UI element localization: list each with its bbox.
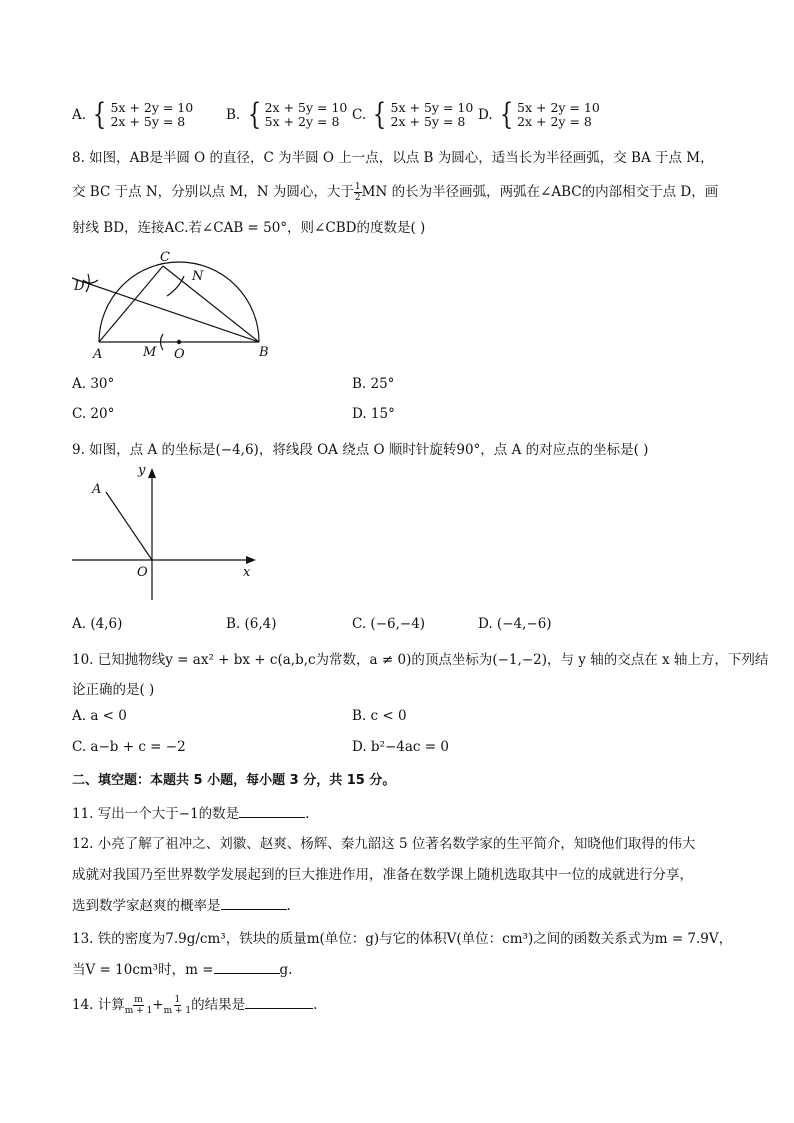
q8-line-2: 交 BC 于点 N，分别以点 M，N 为圆心，大于 $\frac{1}{2}$ MN 的长为半径画弧，两弧在∠ABC的内部相交于点 D，画: [72, 182, 719, 203]
y-axis-arrow-icon: [148, 468, 156, 478]
label-a: A: [93, 347, 103, 362]
q10-line-1: 10. 已知抛物线y = ax² + bx + c(a,b,c为常数，a ≠ 0)的顶点坐标为(−1,−2)，与 y 轴的交点在 x 轴上方，下列结: [72, 652, 769, 668]
segment-oa: [106, 492, 152, 560]
label-o: O: [137, 565, 148, 580]
label-m: M: [143, 345, 157, 360]
brace-icon: {: [93, 97, 107, 132]
brace-icon: {: [373, 97, 387, 132]
fraction-1-over-m-plus-1: $\frac{1}{m + 1}$: [163, 995, 192, 1016]
q9-stem: 9. 如图，点 A 的坐标是(−4,6)，将线段 OA 绕点 O 顺时针旋转90°，点 A 的对应点的坐标是( ): [72, 442, 649, 458]
q7-option-d: D. { 5x + 2y = 10 2x + 2y = 8: [478, 97, 600, 132]
center-point-o: [177, 340, 181, 344]
q10-line-2: 论正确的是( ): [72, 682, 155, 698]
semicircle-arc: [99, 262, 259, 342]
answer-blank[interactable]: [221, 897, 287, 910]
q12-line-1: 12. 小亮了解了祖冲之、刘徽、赵爽、杨辉、秦九韶这 5 位著名数学家的生平简介，知晓他们取得的伟大: [72, 836, 696, 852]
section-2-heading: 二、填空题：本题共 5 小题，每小题 3 分，共 15 分。: [72, 773, 396, 788]
q8-option-d: D. 15°: [352, 406, 395, 422]
arc-mark-n: [167, 276, 184, 296]
fraction-half: $\frac{1}{2}$: [354, 182, 361, 203]
q10-option-a: A. a < 0: [72, 708, 127, 724]
q9-option-a: A. (4,6): [72, 616, 123, 632]
q8-semicircle-figure: [66, 246, 286, 364]
q7-option-c: C. { 5x + 5y = 10 2x + 5y = 8: [352, 97, 474, 132]
label-o: O: [174, 347, 185, 362]
q10-option-d: D. b²−4ac = 0: [352, 739, 449, 755]
q10-option-c: C. a−b + c = −2: [72, 739, 186, 755]
answer-blank[interactable]: [214, 961, 280, 974]
label-d: D: [74, 279, 85, 294]
q11: 11. 写出一个大于−1的数是 .: [72, 806, 310, 822]
answer-blank[interactable]: [239, 805, 305, 818]
q9-option-b: B. (6,4): [226, 616, 277, 632]
label-a: A: [92, 482, 102, 497]
q14: 14. 计算 $\frac{m}{m + 1}$ + $\frac{1}{m + 1}$ 的结果是 .: [72, 995, 318, 1016]
q12-line-2: 成就对我国乃至世界数学发展起到的巨大推进作用，准备在数学课上随机选取其中一位的成就进行分享，: [72, 867, 693, 883]
q7-option-b: B. { 2x + 5y = 10 5x + 2y = 8: [226, 97, 348, 132]
label-c: C: [160, 250, 170, 265]
q8-line-3: 射线 BD，连接AC.若∠CAB = 50°，则∠CBD的度数是( ): [72, 220, 426, 236]
label-x: x: [243, 565, 251, 580]
q9-option-c: C. (−6,−4): [352, 616, 426, 632]
label-n: N: [192, 269, 204, 284]
label-b: B: [259, 345, 269, 360]
fraction-m-over-m-plus-1: $\frac{m}{m + 1}$: [124, 995, 153, 1016]
q8-option-a: A. 30°: [72, 376, 115, 392]
label-y: y: [138, 463, 146, 478]
q9-coordinate-figure: [66, 458, 266, 606]
q8-option-c: C. 20°: [72, 406, 115, 422]
answer-blank[interactable]: [245, 996, 313, 1009]
x-axis-arrow-icon: [246, 556, 256, 564]
brace-icon: {: [247, 97, 261, 132]
q12-line-3: 选到数学家赵爽的概率是 .: [72, 898, 291, 914]
brace-icon: {: [499, 97, 514, 132]
q7-option-a: A. { 5x + 2y = 10 2x + 5y = 8: [72, 97, 194, 132]
q10-option-b: B. c < 0: [352, 708, 407, 724]
q13-line-2: 当V = 10cm³时，m = g.: [72, 962, 293, 978]
q9-option-d: D. (−4,−6): [478, 616, 552, 632]
q8-option-b: B. 25°: [352, 376, 395, 392]
q8-line-1: 8. 如图，AB是半圆 O 的直径，C 为半圆 O 上一点，以点 B 为圆心，适当长为半径画弧，交 BA 于点 M，: [72, 150, 714, 166]
q13-line-1: 13. 铁的密度为7.9g/cm³，铁块的质量m(单位：g)与它的体积V(单位：cm³)之间的函数关系式为m = 7.9V，: [72, 931, 733, 947]
chord-cb: [163, 266, 259, 342]
